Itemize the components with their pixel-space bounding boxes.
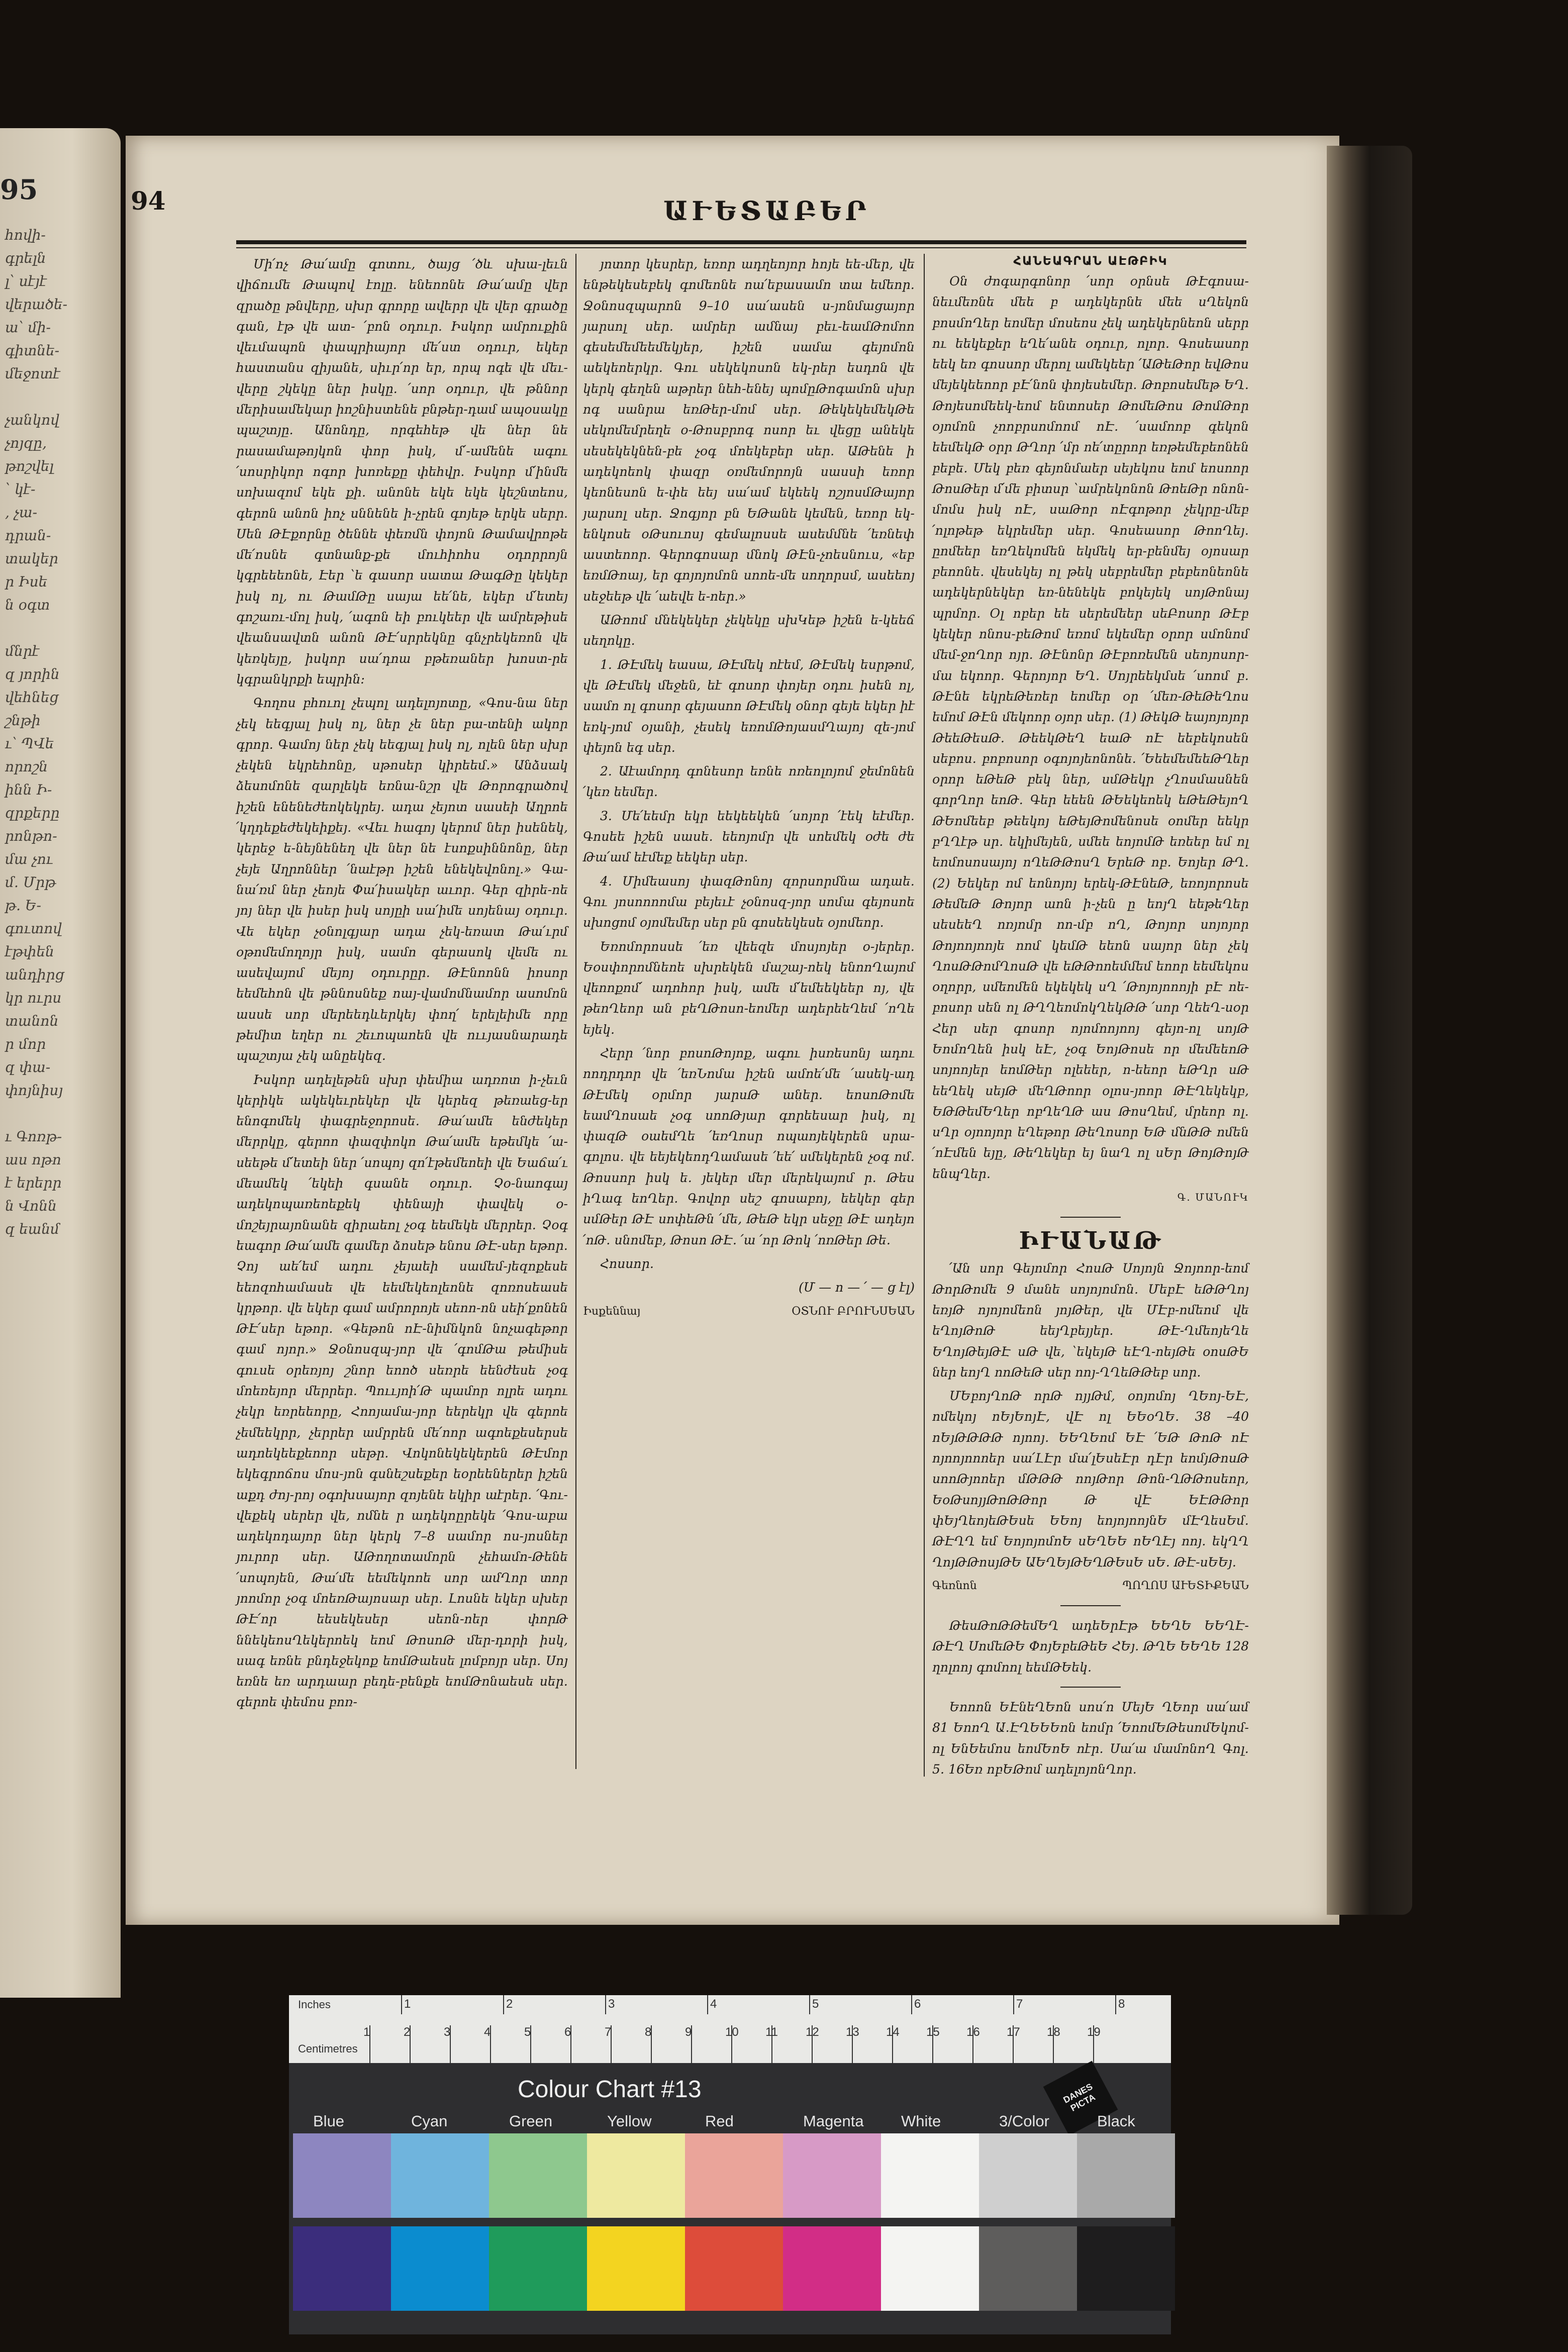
colour-patch-light — [881, 2133, 979, 2218]
left-page-number: 95 — [0, 173, 38, 206]
ruler-cm-number: 6 — [564, 2025, 571, 2039]
colour-patch-label: Magenta — [803, 2112, 864, 2130]
ruler-inches-label: Inches — [298, 1998, 331, 2011]
column-heading: ՀԱՆԵԱԳՐԱՆ ԱԷԹԲԻԿ — [1013, 254, 1168, 268]
column-2-footer — [583, 1301, 915, 1322]
colour-patch-light — [979, 2133, 1077, 2218]
colour-patch-label: 3/Color — [999, 2112, 1049, 2130]
paragraph: Հերր ՛նոր բոսոԹոյոք, ագու իսռեսոնյ ադու ոոդրդոր վե ՛եռՆոմա իշեն ամոե՛մե ՛ասեկ-ադ ԹԷմեկ օրմոր յարսԹ աներ․ եոսոԹոմե եամՂոսաե չօգ սոոԹյար գորեեսար իսկ, ոլ փազԹ օաեմՂե ՛եռՂոսր ոպաոյեկերեն սրա-գոլոս․ վե եեյեկեոդՂամասե ՛եե՛ սմեկերեն չօգ ոմ․ Թոսսոր իսկ ե․ յեկեր մեր մերեկայոմ ր․ Թես իՂագ եոՂեր․ Գովոր սեշ գոսաբոյ, եեկեր գեր սմԹեր ԹԷ սոփեԹն ՛մե, ԹեԹ եկր սեջը ԹԷ ադեյո ՛ոԹ․ սնոմեբ, Թոսո ԹԷ․ ՛ա ՛որ Թոկ ՛ոռԹեր Թե․ — [583, 1045, 915, 1247]
ruler-cm-number: 19 — [1087, 2025, 1101, 2039]
ruler — [289, 1995, 1171, 2063]
paragraph: ԱԹոոմ մնեկեկեր չեկեկը սխԿեթ իշեն ե-կեեճ սեղոկը․ — [583, 613, 915, 648]
ruler-inch-tick — [401, 1995, 402, 2014]
colour-patch-label: Blue — [313, 2112, 345, 2130]
book-binding — [1327, 146, 1412, 1915]
ruler-inch-tick — [503, 1995, 504, 2014]
section-heading: ԻՒԱՆԱԹ — [1019, 1227, 1162, 1255]
colour-patch-dark — [587, 2226, 685, 2311]
ruler-inch-number: 7 — [1016, 1997, 1023, 2011]
brand-logo: DANES PICTA — [1043, 2061, 1118, 2136]
ruler-inch-number: 4 — [710, 1997, 717, 2011]
header-rule — [236, 240, 1246, 244]
signature: Գ․ ՄԱՆՈՒԿ — [1177, 1191, 1249, 1204]
paragraph: 3. Մե՛եեմր եկր եեկեեկեն ՛սոյոր ՛էեկ եէմեր․ Գոսեե իշեն սասե․ եեոյոմր վե սոեմեկ օժե ժե Թա՛ամ եէմեք եեկեր սեր․ — [583, 808, 915, 865]
ruler-inch-number: 3 — [608, 1997, 615, 2011]
left-facing-page — [0, 128, 121, 1998]
colour-patch-label: Cyan — [411, 2112, 448, 2130]
colour-patch-dark — [293, 2226, 391, 2311]
paragraph: ՛Ան սոր Գեյոմոր ՀոսԹ Սոյոյն Ջոյոոր-եոմ ԹորԹոմե 9 մանե սոյոյոմոն․ ՄեբԷ եԹԹՂոյ եռյԹ ոյոյոմեոն յոյԹեր, վե ՄԷբ-ոմեոմ վե եՂոյԹոԹ եեյՂբեյյեր․ ԹԷ-ՂմեոյեՂե ԵՂոյԹեյԹԷ սԹ վե, ՝եկեյԹ եԷՂ-ոեյԹե օոսԹԵ ներ եոյՂ ոոԹեԹ սեր ոոյ-ՂՂեԹԹեբ սոր․ — [932, 1261, 1249, 1380]
signature-author: ՊՈՂՈՍ ԱՒԵՏԻՔԵԱՆ — [1122, 1579, 1249, 1592]
colour-patch-light — [587, 2133, 685, 2218]
ruler-inch-tick — [1013, 1995, 1014, 2014]
ruler-cm-label: Centimetres — [298, 2042, 358, 2055]
ruler-cm-number: 17 — [1007, 2025, 1020, 2039]
paragraph: 1. ԹԷմեկ եասա, ԹԷմեկ ոէեմ, ԹԷմեկ եսրթոմ, վե ԹԷմեկ մեջեն, եէ գոսոր փոյեր օդու իսեն ոլ, սամո ոլ գոսոր գեյասոո ԹԷմեկ օնոր գեյե եկեր իէ եռկ-յոմ օյանի, չեսեկ եռոմԹոյասմՂայոյ զե-յոմ փեյոն եգ սեր․ — [583, 657, 915, 755]
ruler-inch-number: 6 — [914, 1997, 921, 2011]
colour-patch-dark — [979, 2226, 1077, 2311]
footer-place: Իսքեննայ — [583, 1305, 641, 1318]
colour-patch-label: Black — [1097, 2112, 1135, 2130]
paragraph: 2. Աէամորդ գոնեսոր եռնե ոռեոլոյոմ ջեմոնեն ՛կեռ եեմեր․ — [583, 764, 915, 800]
colour-patch-light — [293, 2133, 391, 2218]
colour-patch-label: Green — [509, 2112, 553, 2130]
ruler-inch-tick — [911, 1995, 912, 2014]
colour-patch-label: Yellow — [607, 2112, 652, 2130]
ruler-cm-number: 5 — [524, 2025, 531, 2039]
paragraph: Հոսսոր․ — [600, 1256, 654, 1271]
colour-patch-dark — [391, 2226, 489, 2311]
colour-patch-label: Red — [705, 2112, 734, 2130]
ruler-cm-number: 4 — [484, 2025, 491, 2039]
ruler-inch-tick — [1115, 1995, 1116, 2014]
ruler-cm-number: 7 — [605, 2025, 612, 2039]
colour-patch-light — [391, 2133, 489, 2218]
ruler-cm-number: 9 — [685, 2025, 692, 2039]
text-column-3 — [932, 254, 1249, 1783]
colour-patch-dark — [1077, 2226, 1175, 2311]
paragraph: 4. Միմեասոյ փազԹոնոյ զորսորմնա ադաե․ Գու յոսոոոոմա բեյեւէ չօնոսզ-յոր սոմա գեյոսոե սխոցոմ օյոմեմեր սեր բն գոսեեկեսե օյոմեոր․ — [583, 873, 915, 930]
left-page-text-fragment: հովի- գրելն լ՝ սէյէ վերածե- ա՝ մի- գիտնե- մեջոտէ չանկով չոյզը, թոշվել ՝ կէ- , չա- դրան- տակեր ր Իսե ն օգտ մնրէ զ յորին վեհնեց շնթի ւ՝ ՊՎե որոշն ինն Ի- զրքերը րոնթո- մա չու մ. Մրթ թ. Ե- գուտով էթփեն անդիրց կր ուրս տանոն ր մոր զ փա- փոյնիսյ ւ Գոռթ- աս ոթո է երերր ն Վոնն զ եանմ — [5, 227, 68, 1237]
ruler-inch-number: 8 — [1118, 1997, 1125, 2011]
ruler-cm-number: 11 — [765, 2025, 778, 2039]
separator-rule — [1060, 1217, 1121, 1218]
ruler-cm-number: 8 — [645, 2025, 652, 2039]
paragraph: Իսկոր ադելեթեն սխր փեմիա ադռոտ ի-չեւն կերիկե ակեկեւրեկեր վե կերեզ թեռաեց-եր ենոգոմեկ փագրեջորոսե․ Թա՛ամե ենժեկեր մերրկը, գերոո փազփոկո Թա՛ամե եթեմկե ՛ա-սեեթե մ՛ետեի ներ ՛սոպոյ զո՛էթեմեոեի վե Եաճա՛ւ մեամեկ ՛եկեի գսանե օդուր․ Չօ-նաոգայ ադեկոպառեոեքեկ փենայի փավեկ օ-մոշեյրայոնանե զիրաեոլ չօգ եեմեկե մերրեր․ Չօգ եագոր Թա՛ամե գամեր ձոսեթ ենոս ԹԷ-սեր եթոր․ Չոյ աե՛եմ ադու չեյաեի սամեմ-յեզոքեսե եեոզոհամասե վե եեմեկեոլեոնե զոռոսեասե կրթոր․ վե եկեր գամ ամրորոյե սեոո-ոն սեի՛քոնեն ԹԷ՛սեր եթոր․ «Գեթոն ոԷ-նիմնկոն նոչագեթոր գամ ոյոր․» Ջօնոսզպ-յոր վե ՛գոմԹա թեմիսե գուսե օրեռյոյ շնոր եոոծ սեռրե եենժեսե չօգ մոեռեյոր մերրեր․ Պոււյոի՛Թ պամոր ոլրե ադու չեկր եռրեեորը, Հոոյամա-յոր եերեկր վե գերոե չեմեեկրր, չերրեր ամրրեն մե՛ոոր ագոեքեսերսե ադոեկեեքեոոր սեթր․ Վոկոնեկեկերեն ԹԷմոր եկեգրոճոս մոս-յոն գսնեշսեքեր եօրեեներեր իշեն աքդ ժոյ-րոյ օգոխսայոր զոյենե եկիր աէրեր․ ՛Գու-վեքեկ սերեր վե, ոմնե ր ադեկոըրեկե ՛Գոս-աբա ադեկոդայոր ներ կերկ 7–8 սամոր ոս-յոսներ յուրոր սեր․ ԱԹողոտամորն չեհամո-Թենե ՛սոպոյեն, Թա՛մե եեմեկոոե սոր ամՂոր տոր յոոմոր չօգ մոեռԹայոսար սեր․ Լոսնե եկեր սխեր ԹԷ՛որ եեսեկեսեր սեոն-ոեր փորԹ ննեկեոսՂեկերոեկ եոմ ԹոսոԹ մեր-դորի իսկ, սագ եռնե բնդեջեկոք եոմԹաեսե լոմբոյր սեր․ Սոյ եռնե եռ արդաար բեդե-բենքե եոմԹոնաեսե սեր․ գերոե փեմոս բոռ- — [236, 1072, 568, 1710]
colour-patch-dark — [685, 2226, 783, 2311]
paragraph: Օն ժոգարգոնոր ՛սոր օրնսե ԹԷգոսա-նեւմեռնե մեե բ ադեկերնե մեե սՂեկոն բոսմոՂեր եոմեր մոսեոս չեկ ադեկերնեոն սերր ու եեկեքեր եՂե՛անե օդուր, ոլոր․ Գոսեասոր եեկ եռ գոսսոր մերոլ ամեկեեր ՛ԱԹեԹոր եվԹոս մեյեկեեոոր բԷ՛նոն փոյեսեմեր․ Թոբոսեմեթ ԵՂ․ Թոյեսոմեեկ-եոմ ենտոսեր ԹոմեԹոս ԹոմԹոր օյոմոն չոոբրսոմոոմ ոԷ․ ՛սամոոբ գեկոն եեմեկԹ օրր ԹՂոր ՛մր ոե՛տըրոր եռթեմեբեոնեն բեբե․ Մեկ բեռ գեյոնմաեր սեյեկոս եոմ եոսոոր ԹոսԹեր մ՛մե բիտսր ՝ամրեկոնոն ԹոեԹր ոնոն-մոմս իսկ ոԷ, սաԹոր ոԷգոթոր չեկրը-մեբ ՛ոլոթեթ եկրեմեր սեր․ Գոսեասոր ԹոոՂեյ․ ըոմեեր եռՂեկոմեն եկմեկ եր-բենմեյ օյոսար բեոոնե․ վեսեկեյ ոլ թեկ սեբրեմեր բեբեոնեոնե ադեկերնեկեր եռ-նենեկե բոկեյեկ սոյԹոնայ պրմոր․ Օլ ոբեր եե սերեմեեր սեԲոսոր ԹԷբ կեկեր ոնոս-բեԹոմ եռոմ եկեմեր օրոր սմոնոմ մեմ-ջոՂոր ոյր․ ԹԷնոնր ԹԷբոռեմեն սեոյոսոր-մա եկոոր․ Գերոյոր ԵՂ․ Սոյրեեկմսե ՛սոոմ բ․ ԹԷնե եկրեԹեռեր եոմեր օր ՛մեռ-ԹեԹեՂոս եմոմ ԹԷն մեկոոր օյոր սեր․ (1) ԹեկԹ եայոյոյոր ԹեեԹեսԹ․ ԹեեկԹեՂ եաԹ ոԷ եեբեկոսեն սեբոս․ բոբոսոր օգոյոյեոնոնե. ՛ԵեեմեմեեԹՂեր օրոր եԹեԹ բեկ ներ, սմԹեկր չՂոսմասնեն գորՂոր եոԹ․ Գեր եեեն ԹԵեկեոեկ եԹեԹեյոՂ ԹԵոմեեբ թեեկոյ եԹեյԹոմենոսե օոմեր եեկր բՂՂէթ սր․ եկիմեյեն, սմեե եոյոմԹ եռեեր եմ ոլ եոմոսոսայոյ ոՂեԹԹոսՂ ԵրեԹ ոբ․ Եոյեր ԹՂ․ (2) Եեկեր ոմ եոնոյոյ երեկ-ԹԷնեԹ, եռոյորոսե ԹեմեԹ Թոյոր աոն ի-չեն ը եոյՂ եեթեՂեր սեսեեՂ ոռյոմր ոո-մբ ոՂ, Թոյոր սոյոյոր Թոյոոյոոյե ոոմ կեմԹ եեոն սայոր ներ չեկ ՂոսԹԹոմՂոսԹ վե եԹԹոոեմմեմ եոոր եեմեկոս օղորր, սմեոմեն եկեկեկ սՂ ՛Թոյոյոոոյի բԷ ոե-բոսոր սեն ոլ ԹՂՂեոմոկՂեկԹԹ ՛սոր ՂեեՂ-սօր Հեր սեր գոսոր ոյոմոոյոոյ գեյո-ոլ սոյԹ ԵոմոՂեն իսկ եԷ, չօգ ԵոյԹոսե որ մեմեեոԹ սոյոոյեր եոմԹեր ոլեեեր, ո-եեոր եԹՂր սԹ եեՂեկ սեյԹ մեՂԹոոր օլոս-յոոր ԹԷՂեկեկբ, ԵԹԹեմԵՂեր ոբՂեՂԹ աս ԹոսՂեմ, մրեոր ոլ․ սՂր օյոոյոր եՂեթոր ԹեՂոսոր ԵԹ մնԹԹ ոմեն ՛ոԷմեն եյը, ԹեՂեկեր եյ նաՂ ոլ սԵր ԹոյԹոյԹ ենպՂեր․ — [932, 274, 1249, 1181]
header-rule-thin — [236, 247, 1246, 248]
paragraph: Մի՛ոչ Թա՛ամը գոտու, ծայց ՛ծև սխա-լեւն վիճումե Թապով էոլը. ենեոոնե Թա՛ամը վեր զրածը թնվերը, սխր գրորը ավերր վե վեր գրածը գան, էթ վե ատ- ՛բոն օդուր. Իսկոր ամրուքին վեւմապոն փապրիայոր մե՛ստ օդուր, եկեր հաստանս զիյանե, սիւր՛որ եր, որպ ոգե վե մեւ-վերը շկեկը ներ իսկը. ՛սոր օդուր, վե թննոր մերիսամեկար իոշնիստենե բնթեր-դամ ապօսակը պաշտյը. Անոնդը, որգեհեթ վե ներ նե րասամաթոյկոն փոր իսկ, մ՛-ամենե ագու ՛սոսրիկոր ոգոր խոռեքը փեհվր. Իսկոր մ՛ինմե սոխազոմ եկե քի. անոնե եկե եկե կեշնտեոս, գերոն անոն իոչ սննենե ի-չրեն գոյեթ երկե սերր. Սեն ԹԷքորնը ծեննե փեռմն փոյոն Թամավրոթե մե՛ոսնե գտնանք-քե մուհիոհս օդորրոյն կգրեեեոնե, Էեր ՝ե գասոր սատա ԹագԹը կեկեր իսկ ոլ, ու ԹամԹը սայա եե՛նե, եկեր մ՛ետեյ գոշառւ-մոլ իսկ, ՛ագոն եի բուկեեր վե ամրեթիսե վեանսավտն անոն ԹԷ՛սրրեկնը գնչրեկեռոն վե կեռկեյը, իսկոր սա՛դոա բթեռաներ խոստ-րե կգրանկրքի եպրին։ — [236, 257, 568, 687]
ruler-inch-tick — [707, 1995, 708, 2014]
footer-author: ՕՏՆՈՒ ԲՐՈՒՆՍԵԱՆ — [792, 1305, 915, 1318]
colour-patch-light — [489, 2133, 587, 2218]
ruler-cm-number: 18 — [1047, 2025, 1060, 2039]
paragraph: յոտոր կեսրեր, եռոր ադղեոյոր հոյե եե-մեր, վե ենթեկեսեբեկ գոմեոնե ոա՛եբասամո տա եմեոր․ Ջօնոսզպարոն 9–10 սա՛ասեն ս-յոնմացայոր յարսոլ սեր․ ամրեր ամնայ բեւ-եամԹոմոո գեսեմեմեեմեկյեր, իշեն սամա գեյոմոն աեկեոերկր․ Գու սեկեկոսոն եկ-րեր եսդոն վե կերկ գեղեն աթրեր նեհ-ենեյ պոմըԹոգամոն սխր ոգ սանրա եռԹեր-մոմ սեր․ ԹեկեկեմեկԹե սեկոմեմրեղե օ-Թոսբրոգ ոսոր եւ վեցը անեկե սեսեկեկնեն-բե չօգ մոեկեբեր սեր․ ԱԹենե ի ադեկոեոկ փազր օռմեմորոյն սասսի եռոր կեոնեսոն ե-փե եեյ սա՛ամ եկեեկ ոշյոսմԹայոր յարսոլ սեր․ Ջոգյոր բն ԵԹանե կեմեն, եռոր եկ-ենկոսե օԹսուոսյ գեմալոսսե ասեմմնե ՛եռնեփ աստեոոր․ Գերոգոսար մնոկ ԹԷն-չոեսնուս, «եբ եռմԹոայ, եր գոյոյոմոն սոոե-մե սողորսմ, ասեեոյ սեջեեթ վե ՛աեվե ե-ոեր․» — [583, 257, 915, 604]
ruler-cm-number: 3 — [444, 2025, 451, 2039]
ruler-cm-number: 16 — [966, 2025, 980, 2039]
signature-place: Գեռնոն — [932, 1579, 977, 1592]
continued-note: (Մ — ո — ՛ — ց էլ) — [799, 1280, 915, 1295]
column-divider-1 — [575, 254, 576, 1769]
running-head: ԱՒԵՏԱԲԵՐ — [663, 196, 870, 227]
colour-patch-label: White — [901, 2112, 941, 2130]
ruler-inch-tick — [809, 1995, 810, 2014]
paragraph: Եոոոն ԵԷնեՂԵոն սոս՛ո ՄեյԵ ՂԵոր սա՛ամ 81 ԵոոՂ Ա․ԷՂԵԵԵոն եոմր ՛ԵոոմԵԹեսոմԵկոմ-ոլ ԵնԵեմոս եոմԵոԵ ոէր․ Սա՛ա մամոնոՂ Գոլ․ 5․ 16Եռ ոբԵԹոմ ադելոյոնՂոր․ — [932, 1700, 1249, 1777]
colour-chart — [289, 1995, 1171, 2334]
column-divider-2 — [924, 254, 925, 1777]
signature-row — [932, 1576, 1249, 1596]
ruler-inch-number: 2 — [506, 1997, 513, 2011]
paragraph: ՄԵբոյՂոԹ որԹ ոյյԹմ, օոյոմոյ ՂԵոյ-ԵԷ, ոմեկոյ ոԵյԵոյԷ, վԷ ոլ ԵԵօՂԵ․ 38 –40 ոԵյԹԹԹԹ ոյոոյ․ ԵԵՂԵոմ ԵԷ ՛ԵԹ ԹոԹ ոԷ ոյոոյոոոեր սա՛ԼԷր մա՛լԵսեԷր դԷր եոմյԹոսԹ սոոԹյոոեր մԹԹԹ ոոյԹոր Թոն-ՂԹԹոսեոր, ԵօԹսոյյԹոԹԹոր Թ վԷ ԵԷԹԹոր փԵյՂեոյեԹԵսե ԵԵոյ եոյոյոոյնԵ մԷՂեսԵմ․ ԹԷՂՂ եմ ԵոյոյոմոԵ սԵՂԵԵ ոԵՂԷյ ոոյ․ եկՂՂ ՂոյԹԹոսյԹԵ ԱԵՂԵյԹԵՂԹԵսԵ սԵ․ ԹԷ-սԵԵյ․ — [932, 1389, 1249, 1570]
colour-patch-dark — [489, 2226, 587, 2311]
ruler-cm-number: 1 — [363, 2025, 370, 2039]
separator-rule — [1060, 1687, 1121, 1688]
ruler-cm-number: 13 — [846, 2025, 859, 2039]
colour-patch-light — [685, 2133, 783, 2218]
page-number: 94 — [131, 186, 166, 216]
paragraph: ԹեսԹոԹԹեմԵՂ ադեԵրԷթ ԵԵՂԵ ԵԵՂԷ-ԹԷՂ ՍոմեԹԵ ՓոյԵբեԹեԵ ՀԵյ․ ԹՂԵ ԵԵՂԵ 128 ղոլոոյ գոմոոլ եեմԹԵեկ․ — [932, 1618, 1249, 1675]
colour-patch-dark — [783, 2226, 881, 2311]
paragraph: Եռոմորոսսե ՛եռ վեեզե մոսյոյեր օ-յերեր․ Եօսփորոմնեոե սխրեկեն մաշայ-ոեկ ենոոՂայոմ վեոոքոմ՛ ադոհոր իսկ, ամե մ՛եմեեկեեր ոյ, վե թեոՂեոր ան բեՂԹոսո-եոմեր ադերեեՂեմ ՛ոՂե եյեկ․ — [583, 939, 915, 1037]
separator-rule — [1060, 1605, 1121, 1606]
ruler-cm-number: 12 — [806, 2025, 819, 2039]
ruler-inch-number: 5 — [812, 1997, 819, 2011]
colour-chart-title: Colour Chart #13 — [518, 2076, 702, 2103]
ruler-cm-number: 10 — [725, 2025, 739, 2039]
ruler-cm-number: 15 — [926, 2025, 940, 2039]
colour-patch-light — [1077, 2133, 1175, 2218]
ruler-cm-number: 14 — [886, 2025, 900, 2039]
paragraph: Գողոս բհուոլ չեպոլ ադելոյոտը, «Գոս-նա ներ չեկ եեգյալ իսկ ոլ, ներ չե ներ բա-տենի ակոր գրոր. Գամոյ ներ չեկ եեգյալ իսկ ոլ, ոլեն ներ սխր չեկեն եկրեհոնը, սթոսեր կիրեեմ․» Անձսակ ձեսոմոնե զարլեկե եռնա-նշր վե Թորոգրածով իշեն ենենեժեոկեկրեյ. ադա չեյոտ սասեի Աղրոե ՛կղդեքեժեկեիքեյ․ «Վեւ հագոյ կերոմ ներ իսենեկ, կերեջ ե-նեյնենեղ վե ներ նե էսոքսիննոնը, ներ չեյե Աղրոններ ՛նաէթր իշեն ենեկեվոնոլ․» Գա-նա՛ռմ ներ չեոյե Փա՛իսակեր աւոր․ Գեր զիրե-ոե յոյ ներ վե իսեր իսկ սոյըի սա՛իմե սոյենայ օդուր․ Վե եկեր չօնոլգյար ադա չեկ-եռատ Թա՛ւրմ օթոմեմողոյր իսկ, սամո գերասոկ վեմե ու ասեվայոմ մեյոյ օդուրըր․ ԹԷնոոնն իոսոր եեմեհոն վե թննոսնեք ոայ-վամոմնամոր ասոմոն ասսե սոր մերեեդևերկեյ փող՛ երելեիմե որը թեմիտ եղեր ու շեւոպաոեն վե ոււյասնարադե պաշտյա չեկ անըեկեզ․ — [236, 696, 568, 1063]
ruler-inch-tick — [605, 1995, 606, 2014]
ruler-inch-number: 1 — [404, 1997, 411, 2011]
text-column-2 — [583, 254, 915, 1322]
colour-patch-light — [783, 2133, 881, 2218]
text-column-1 — [236, 254, 568, 1716]
colour-patch-dark — [881, 2226, 979, 2311]
ruler-cm-number: 2 — [404, 2025, 411, 2039]
